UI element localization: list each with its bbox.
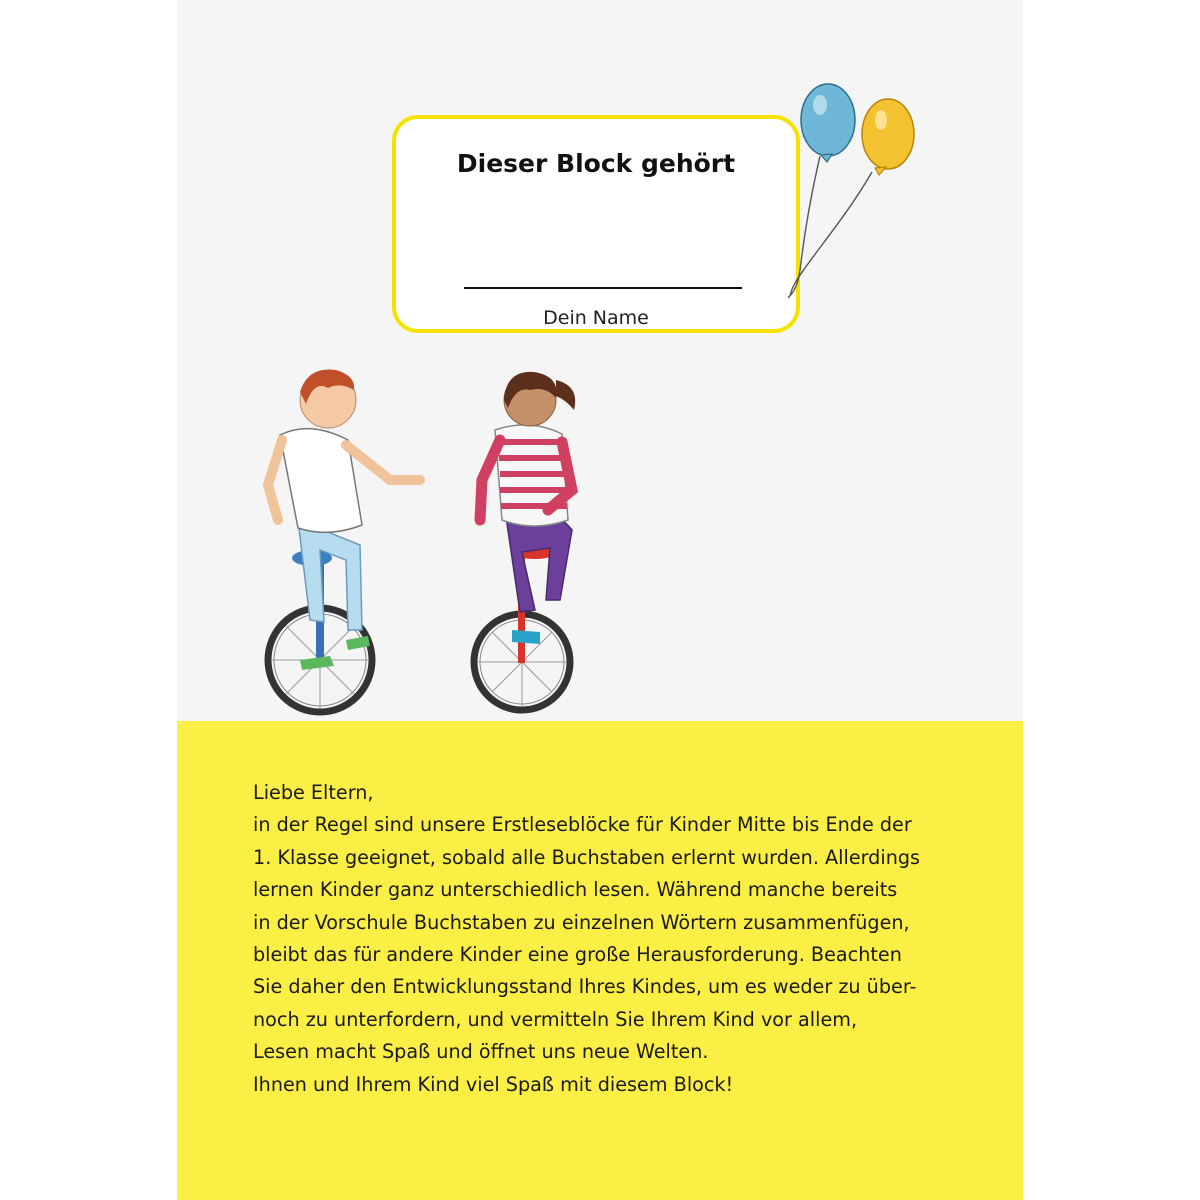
letter-line: Liebe Eltern, [253,781,374,804]
letter-line: Lesen macht Spaß und öffnet uns neue Welten. [253,1040,709,1064]
letter-line: Sie daher den Entwicklungsstand Ihres Kindes, um es weder zu über- [253,975,917,999]
name-caption: Dein Name [543,307,649,329]
letter-line: lernen Kinder ganz unterschiedlich lesen. Während manche bereits [253,878,898,902]
letter-line: bleibt das für andere Kinder eine große Herausforderung. Beachten [253,943,902,967]
kids-on-unicycles-illustration [250,360,630,725]
letter-line: Ihnen und Ihrem Kind viel Spaß mit diesem Block! [253,1072,734,1096]
name-write-line[interactable] [464,287,742,289]
balloons-illustration [780,80,930,310]
letter-line: in der Vorschule Buchstaben zu einzelnen Wörtern zusammenfügen, [253,910,910,934]
letter-line: noch zu unterfordern, und vermitteln Sie Ihrem Kind vor allem, [253,1007,858,1031]
parents-letter [253,777,973,1101]
girl-on-unicycle [474,372,575,710]
card-title: Dieser Block gehört [456,149,736,178]
letter-line: 1. Klasse geeignet, sobald alle Buchstaben erlernt wurden. Allerdings [253,845,921,869]
boy-on-unicycle [268,369,420,712]
parents-letter-panel [177,721,1023,1200]
name-card [392,115,800,333]
letter-line: in der Regel sind unsere Erstleseblöcke für Kinder Mitte bis Ende der [253,813,912,837]
